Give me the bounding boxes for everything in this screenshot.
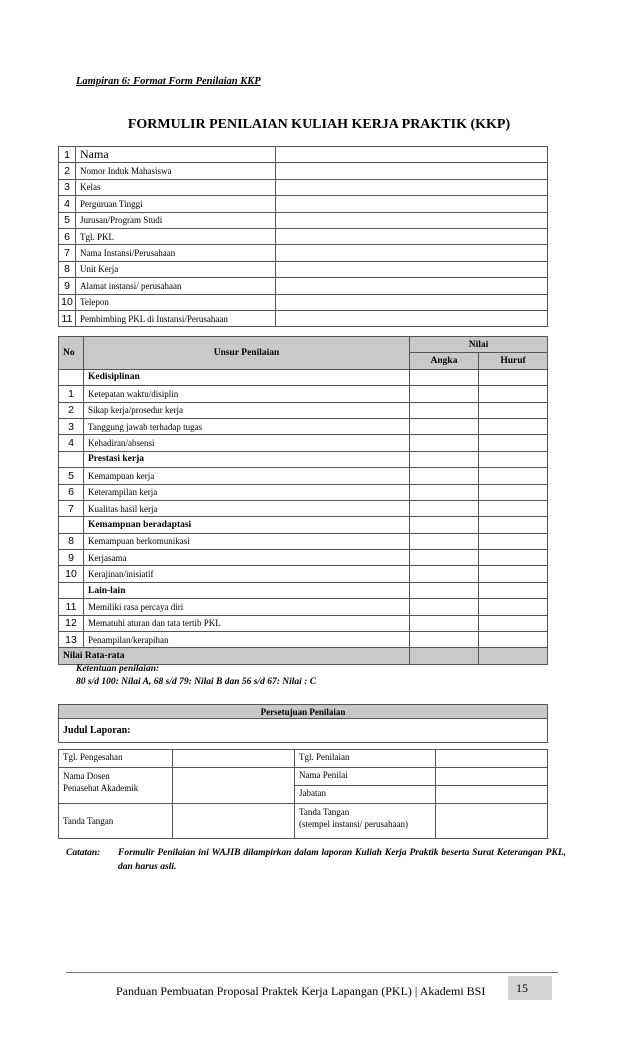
category-number-cell: [59, 369, 84, 385]
criterion-row: [59, 615, 548, 631]
identity-value-field[interactable]: [276, 147, 548, 163]
identity-label: Jurusan/Program Studi: [76, 212, 276, 228]
category-title: Lain-lain: [84, 582, 410, 598]
judul-laporan: Judul Laporan:: [59, 719, 548, 743]
criterion-number: 2: [59, 402, 84, 418]
identity-value-field[interactable]: [276, 179, 548, 195]
identity-number: 8: [59, 261, 76, 277]
criterion-row: [59, 550, 548, 566]
criterion-number: 6: [59, 484, 84, 500]
catatan-label: Catatan:: [66, 848, 101, 858]
jabatan-field[interactable]: [436, 786, 548, 804]
identity-number: 2: [59, 163, 76, 179]
category-number-cell: [59, 451, 84, 467]
identity-value-field[interactable]: [276, 310, 548, 326]
rata-rata-huruf[interactable]: [479, 648, 548, 664]
criterion-label: Kerjasama: [84, 550, 410, 566]
tanda-tangan-left-field[interactable]: [173, 804, 295, 839]
identity-number: 7: [59, 245, 76, 261]
rata-rata-angka[interactable]: [410, 648, 479, 664]
col-no-header: No: [59, 337, 84, 370]
approval-table: [58, 704, 548, 839]
category-angka-cell: [410, 582, 479, 598]
spacer-row: [59, 743, 548, 750]
col-angka-header: Angka: [410, 353, 479, 369]
category-huruf-cell: [479, 369, 548, 385]
category-number-cell: [59, 582, 84, 598]
identity-value-field[interactable]: [276, 294, 548, 310]
category-title: Kedisiplinan: [84, 369, 410, 385]
criterion-row: [59, 533, 548, 549]
identity-label: Tgl. PKL: [76, 228, 276, 244]
criterion-number: 11: [59, 599, 84, 615]
angka-field[interactable]: [410, 566, 479, 582]
identity-label: Perguruan Tinggi: [76, 196, 276, 212]
criterion-row: [59, 599, 548, 615]
criterion-number: 10: [59, 566, 84, 582]
huruf-field[interactable]: [479, 615, 548, 631]
criterion-row: [59, 418, 548, 434]
nama-penilai-field[interactable]: [436, 768, 548, 786]
footer-divider: [66, 972, 558, 973]
category-row: [59, 369, 548, 385]
criterion-number: 4: [59, 435, 84, 451]
identity-label: Nama Instansi/Perusahaan: [76, 245, 276, 261]
criterion-row: [59, 500, 548, 516]
identity-row: [59, 179, 548, 195]
criterion-row: [59, 468, 548, 484]
identity-value-field[interactable]: [276, 196, 548, 212]
huruf-field[interactable]: [479, 386, 548, 402]
angka-field[interactable]: [410, 386, 479, 402]
identity-row: [59, 245, 548, 261]
criterion-label: Mematuhi aturan dan tata tertib PKL: [84, 615, 410, 631]
criterion-label: Penampilan/kerapihan: [84, 632, 410, 648]
huruf-field[interactable]: [479, 566, 548, 582]
rata-rata-row: [59, 648, 548, 664]
identity-number: 4: [59, 196, 76, 212]
angka-field[interactable]: [410, 599, 479, 615]
huruf-field[interactable]: [479, 500, 548, 516]
criterion-number: 8: [59, 533, 84, 549]
criterion-label: Sikap kerja/prosedur kerja: [84, 402, 410, 418]
criterion-label: Ketepatan waktu/disiplin: [84, 386, 410, 402]
criterion-label: Kemampuan kerja: [84, 468, 410, 484]
identity-value-field[interactable]: [276, 228, 548, 244]
huruf-field[interactable]: [479, 402, 548, 418]
huruf-field[interactable]: [479, 632, 548, 648]
huruf-field[interactable]: [479, 599, 548, 615]
nama-dosen-line-2: Penasehat Akademik: [63, 783, 139, 793]
category-row: [59, 582, 548, 598]
criterion-number: 3: [59, 418, 84, 434]
form-title: FORMULIR PENILAIAN KULIAH KERJA PRAKTIK (KKP): [127, 117, 511, 132]
tanda-tangan-right-label: [295, 804, 436, 839]
col-unsur-header: Unsur Penilaian: [84, 337, 410, 370]
tgl-pengesahan-field[interactable]: [173, 750, 295, 768]
identity-value-field[interactable]: [276, 163, 548, 179]
lampiran-heading: Lampiran 6: Format Form Penilaian KKP: [76, 76, 261, 87]
ketentuan-title: Ketentuan penilaian:: [76, 664, 160, 674]
category-title: Prestasi kerja: [84, 451, 410, 467]
criterion-number: 9: [59, 550, 84, 566]
category-row: [59, 517, 548, 533]
identity-number: 3: [59, 179, 76, 195]
identity-label: Pembimbing PKL di Instansi/Perusahaan: [76, 310, 276, 326]
identity-value-field[interactable]: [276, 212, 548, 228]
identity-value-field[interactable]: [276, 278, 548, 294]
angka-field[interactable]: [410, 402, 479, 418]
identity-number: 5: [59, 212, 76, 228]
identity-label: Nama: [76, 147, 276, 163]
criterion-row: [59, 435, 548, 451]
tanda-tangan-left-label: Tanda Tangan: [59, 804, 173, 839]
identity-number: 6: [59, 228, 76, 244]
angka-field[interactable]: [410, 435, 479, 451]
catatan-text: Formulir Penilaian ini WAJIB dilampirkan dalam laporan Kuliah Kerja Praktik beserta Surat Keterangan PKL, dan harus asli.: [118, 848, 566, 872]
huruf-field[interactable]: [479, 468, 548, 484]
identity-row: [59, 294, 548, 310]
category-huruf-cell: [479, 451, 548, 467]
angka-field[interactable]: [410, 468, 479, 484]
criterion-label: Tanggung jawab terhadap tugas: [84, 418, 410, 434]
approval-header: Persetujuan Penilaian: [59, 705, 548, 719]
nama-dosen-line-1: Nama Dosen: [63, 771, 110, 781]
criterion-label: Kemampuan berkomunikasi: [84, 533, 410, 549]
category-angka-cell: [410, 517, 479, 533]
criterion-number: 1: [59, 386, 84, 402]
identity-label: Telepon: [76, 294, 276, 310]
criterion-row: [59, 566, 548, 582]
category-title: Kemampuan beradaptasi: [84, 517, 410, 533]
criterion-row: [59, 386, 548, 402]
tgl-penilaian-label: Tgl. Penilaian: [295, 750, 436, 768]
huruf-field[interactable]: [479, 418, 548, 434]
criterion-row: [59, 484, 548, 500]
identity-label: Alamat instansi/ perusahaan: [76, 278, 276, 294]
identity-row: [59, 278, 548, 294]
col-nilai-header: Nilai: [410, 337, 548, 353]
identity-number: 9: [59, 278, 76, 294]
category-number-cell: [59, 517, 84, 533]
criterion-label: Keterampilan kerja: [84, 484, 410, 500]
identity-row: [59, 212, 548, 228]
identity-row: [59, 147, 548, 163]
rata-rata-label: Nilai Rata-rata: [59, 648, 410, 664]
identity-value-field[interactable]: [276, 261, 548, 277]
identity-number: 1: [59, 147, 76, 163]
identity-label: Nomor Induk Mahasiswa: [76, 163, 276, 179]
tgl-penilaian-field[interactable]: [436, 750, 548, 768]
criterion-row: [59, 632, 548, 648]
identity-row: [59, 228, 548, 244]
criterion-label: Kerajinan/inisiatif: [84, 566, 410, 582]
jabatan-label: Jabatan: [295, 786, 436, 804]
angka-field[interactable]: [410, 500, 479, 516]
huruf-field[interactable]: [479, 484, 548, 500]
col-huruf-header: Huruf: [479, 353, 548, 369]
identity-value-field[interactable]: [276, 245, 548, 261]
ketentuan-penilaian: [76, 663, 316, 688]
angka-field[interactable]: [410, 632, 479, 648]
tanda-tangan-right-line-2: (stempel instansi/ perusahaan): [299, 819, 408, 829]
criterion-number: 13: [59, 632, 84, 648]
criterion-row: [59, 402, 548, 418]
huruf-field[interactable]: [479, 435, 548, 451]
identity-number: 10: [59, 294, 76, 310]
criterion-label: Kualitas hasil kerja: [84, 500, 410, 516]
identity-row: [59, 310, 548, 326]
angka-field[interactable]: [410, 418, 479, 434]
tgl-pengesahan-label: Tgl. Pengesahan: [59, 750, 173, 768]
criterion-number: 5: [59, 468, 84, 484]
criterion-number: 12: [59, 615, 84, 631]
angka-field[interactable]: [410, 484, 479, 500]
huruf-field[interactable]: [479, 550, 548, 566]
ketentuan-text: 80 s/d 100: Nilai A, 68 s/d 79: Nilai B dan 56 s/d 67: Nilai : C: [76, 676, 317, 687]
identity-row: [59, 196, 548, 212]
identity-row: [59, 261, 548, 277]
angka-field[interactable]: [410, 533, 479, 549]
category-huruf-cell: [479, 517, 548, 533]
criterion-label: Kehadiran/absensi: [84, 435, 410, 451]
tanda-tangan-right-line-1: Tanda Tangan: [299, 807, 350, 817]
category-row: [59, 451, 548, 467]
identity-number: 11: [59, 310, 76, 326]
angka-field[interactable]: [410, 550, 479, 566]
angka-field[interactable]: [410, 615, 479, 631]
huruf-field[interactable]: [479, 533, 548, 549]
nama-dosen-field[interactable]: [173, 768, 295, 804]
tanda-tangan-right-field[interactable]: [436, 804, 548, 839]
criterion-number: 7: [59, 500, 84, 516]
identity-table: [58, 146, 548, 327]
criterion-label: Memiliki rasa percaya diri: [84, 599, 410, 615]
category-huruf-cell: [479, 582, 548, 598]
nama-dosen-label: [59, 768, 173, 804]
page-number: 15: [508, 976, 552, 1000]
identity-label: Unit Kerja: [76, 261, 276, 277]
identity-label: Kelas: [76, 179, 276, 195]
footer-text: Panduan Pembuatan Proposal Praktek Kerja Lapangan (PKL) | Akademi BSI: [116, 984, 486, 998]
assessment-table: [58, 336, 548, 665]
category-angka-cell: [410, 451, 479, 467]
category-angka-cell: [410, 369, 479, 385]
identity-row: [59, 163, 548, 179]
nama-penilai-label: Nama Penilai: [295, 768, 436, 786]
